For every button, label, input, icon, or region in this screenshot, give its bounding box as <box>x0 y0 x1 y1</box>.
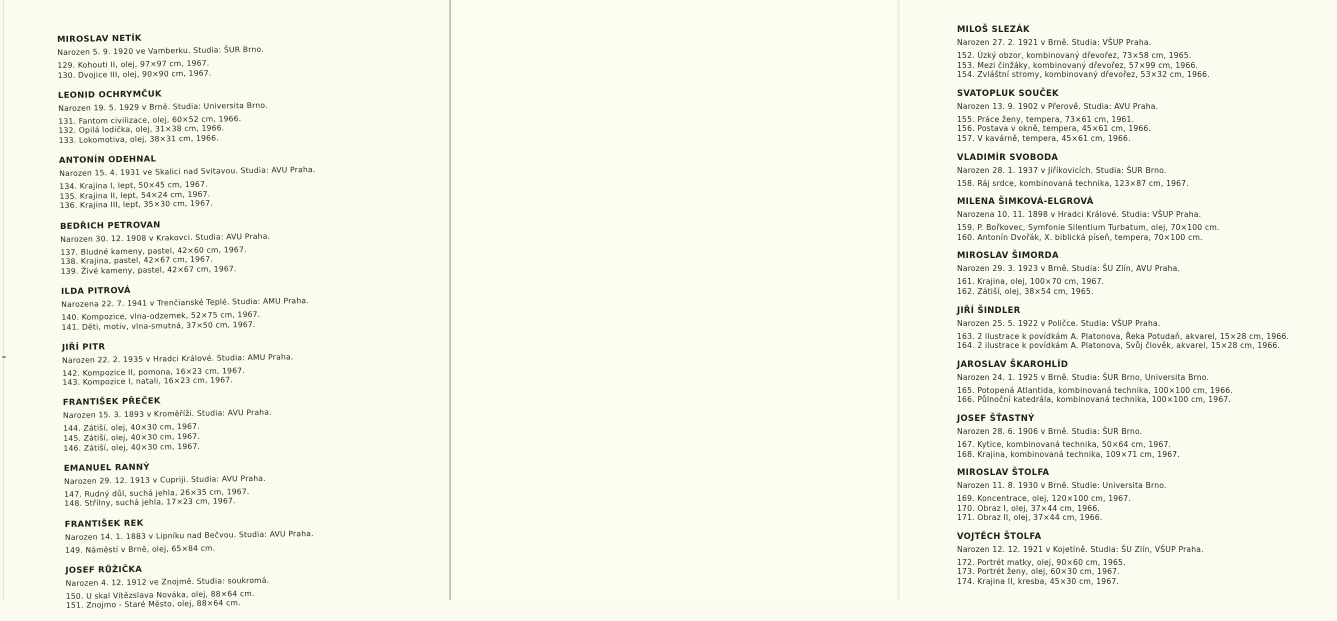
artwork-item: 142. Kompozice II, pomona, 16×23 cm, 1967. <box>62 365 245 378</box>
artist-name: EMANUEL RANNÝ <box>63 461 150 473</box>
artist-name: ANTONÍN ODEHNAL <box>58 153 157 166</box>
artist-entry <box>957 531 1337 587</box>
artwork-item: 167. Kytice, kombinovaná technika, 50×64 cm, 1967. <box>957 439 1172 449</box>
works-list <box>63 419 423 453</box>
works-list <box>59 176 419 210</box>
artist-name: MIROSLAV NETÍK <box>57 32 142 44</box>
artwork-item: 131. Fantom civilizace, olej, 60×52 cm, 1966. <box>58 113 242 126</box>
artwork-item: 161. Krajina, olej, 100×70 cm, 1967. <box>957 277 1105 287</box>
artist-bio: Narozen 15. 4. 1931 ve Skalici nad Svitavou. Studia: AVU Praha. <box>59 165 316 179</box>
artist-entry <box>957 359 1337 405</box>
artist-bio: Narozena 22. 7. 1941 v Trenčianské Teplé. Studia: AMU Praha. <box>61 295 309 309</box>
artist-bio: Narozen 13. 9. 1902 v Přerově. Studia: AVU Praha. <box>957 101 1159 111</box>
artwork-item: 152. Úzký obzor, kombinovaný dřevořez, 73×58 cm, 1965. <box>957 51 1192 60</box>
artwork-item: 141. Děti, motiv, vlna-smutná, 37×50 cm, 1967. <box>61 319 256 332</box>
works-list <box>957 115 1337 144</box>
works-list <box>64 484 424 509</box>
artwork-item: 145. Zátiší, olej, 40×30 cm, 1967. <box>63 431 200 444</box>
works-list <box>957 494 1337 523</box>
artist-name: FRANTIŠEK PŘEČEK <box>62 395 161 408</box>
works-list <box>66 586 426 611</box>
artist-name: MIROSLAV ŠTOLFA <box>957 467 1050 478</box>
artist-bio: Narozen 24. 1. 1925 v Brně. Studia: ŠUR Brno, Universita Brno. <box>957 372 1210 382</box>
artwork-item: 134. Krajina I, lept, 50×45 cm, 1967. <box>59 179 208 192</box>
artist-entry <box>957 196 1337 242</box>
artist-name: JIŘÍ ŠINDLER <box>957 304 1021 315</box>
artist-name: JOSEF ŠŤASTNÝ <box>957 412 1035 423</box>
artwork-item: 170. Obraz I, olej, 37×44 cm, 1966. <box>957 503 1100 513</box>
artist-entry <box>957 305 1337 351</box>
artwork-item: 156. Postava v okně, tempera, 45×61 cm, 1966. <box>957 124 1152 134</box>
artwork-item: 159. P. Bořkovec, Symfonie Silentium Turbatum, olej, 70×100 cm. <box>957 223 1220 233</box>
artist-bio: Narozen 5. 9. 1920 ve Vamberku. Studia: ŠUR Brno. <box>57 44 264 57</box>
artist-bio: Narozen 28. 1. 1937 v Jiříkovicích. Studia: ŠUR Brno. <box>957 165 1167 175</box>
artist-entry <box>59 149 420 210</box>
artist-bio: Narozen 30. 12. 1908 v Krakovci. Studia: AVU Praha. <box>60 231 271 244</box>
artist-name: JAROSLAV ŠKAROHLÍD <box>957 358 1069 369</box>
artwork-item: 171. Obraz II, olej, 37×44 cm, 1966. <box>957 513 1103 523</box>
artist-entry <box>957 250 1337 296</box>
works-list <box>957 332 1337 351</box>
artist-entry <box>957 88 1337 144</box>
works-list <box>957 277 1337 296</box>
edge-mark <box>2 356 6 358</box>
artwork-item: 155. Práce ženy, tempera, 73×61 cm, 1961. <box>957 114 1135 124</box>
artwork-item: 157. V kavárně, tempera, 45×61 cm, 1966. <box>957 133 1131 143</box>
artwork-item: 137. Bludné kameny, pastel, 42×60 cm, 1967. <box>60 244 247 257</box>
artwork-item: 143. Kompozice I, natali, 16×23 cm, 1967. <box>62 375 233 388</box>
artwork-item: 144. Zátiší, olej, 40×30 cm, 1967. <box>63 422 200 434</box>
artwork-item: 132. Opilá lodička, olej, 31×38 cm, 1966. <box>58 123 225 136</box>
artist-entry <box>61 280 422 332</box>
artwork-item: 163. 2 ilustrace k povídkám A. Platonova, Řeka Potudaň, akvarel, 15×28 cm, 1966. <box>957 331 1290 341</box>
artwork-item: 139. Živé kameny, pastel, 42×67 cm, 1967. <box>60 263 237 276</box>
artist-bio: Narozen 15. 3. 1893 v Kroměříži. Studia: AVU Praha. <box>62 408 272 421</box>
artwork-item: 172. Portrét matky, olej, 90×60 cm, 1965. <box>957 557 1126 567</box>
artist-name: ILDA PITROVÁ <box>60 284 131 296</box>
works-list <box>957 386 1337 405</box>
artwork-item: 148. Střílny, suchá jehla, 17×23 cm, 1967. <box>64 496 236 509</box>
right-page <box>451 0 1290 600</box>
artist-entry <box>60 215 421 276</box>
works-list <box>62 363 422 388</box>
artist-entry <box>957 24 1337 80</box>
artist-name: MILENA ŠIMKOVÁ-ELGROVÁ <box>957 196 1094 207</box>
artwork-item: 173. Portrét ženy, olej, 60×30 cm, 1967. <box>957 567 1120 577</box>
artwork-item: 149. Náměstí v Brně, olej, 65×84 cm. <box>65 543 216 555</box>
artist-entry <box>65 559 426 611</box>
artist-name: JOSEF RŮŽIČKA <box>65 563 143 575</box>
works-list <box>957 51 1337 80</box>
artist-bio: Narozen 4. 12. 1912 ve Znojmě. Studia: soukromá. <box>65 575 270 588</box>
artist-name: MILOŠ SLEZÁK <box>957 24 1030 34</box>
artist-entry <box>62 336 423 388</box>
artist-entry <box>64 457 425 509</box>
artwork-item: 165. Potopená Atlantida, kombinovaná technika, 100×100 cm, 1966. <box>957 385 1233 395</box>
artist-entry <box>957 152 1337 189</box>
artwork-item: 153. Mezi činžáky, kombinovaný dřevořez, 57×99 cm, 1966. <box>957 60 1199 70</box>
left-page <box>0 0 450 611</box>
artist-bio: Narozen 27. 2. 1921 v Brně. Studia: VŠUP Praha. <box>957 38 1152 47</box>
artist-bio: Narozen 28. 6. 1906 v Brně. Studia: ŠUR Brno. <box>957 426 1143 436</box>
artist-name: VOJTĚCH ŠTOLFA <box>957 530 1042 541</box>
works-list <box>60 242 420 276</box>
artwork-item: 129. Kohouti II, olej, 97×97 cm, 1967. <box>57 58 210 70</box>
artwork-item: 169. Koncentrace, olej, 120×100 cm, 1967. <box>957 494 1131 504</box>
artist-entry <box>957 413 1337 459</box>
works-list <box>957 223 1337 242</box>
artwork-item: 133. Lokomotiva, olej, 38×31 cm, 1966. <box>58 133 219 145</box>
left-column <box>57 28 426 620</box>
artist-entry <box>63 392 424 453</box>
works-list <box>57 55 417 80</box>
artwork-item: 166. Půlnoční katedrála, kombinovaná technika, 100×100 cm, 1967. <box>957 395 1232 405</box>
artist-name: VLADIMÍR SVOBODA <box>957 151 1059 162</box>
artwork-item: 162. Zátiší, olej, 38×54 cm, 1965. <box>957 286 1094 296</box>
artwork-item: 150. U skal Vítězslava Nováka, olej, 88×64 cm. <box>65 588 255 601</box>
artwork-item: 146. Zátiší, olej, 40×30 cm, 1967. <box>63 441 201 453</box>
artist-entry <box>58 84 419 145</box>
artwork-item: 130. Dvojice III, olej, 90×90 cm, 1967. <box>57 68 212 80</box>
artwork-item: 158. Ráj srdce, kombinovaná technika, 123×87 cm, 1967. <box>957 178 1189 188</box>
artist-bio: Narozen 22. 2. 1935 v Hradci Králové. Studia: AMU Praha. <box>62 352 294 365</box>
artist-bio: Narozen 29. 12. 1913 v Cupriji. Studia: AVU Praha. <box>63 473 266 486</box>
artist-name: LEONID OCHRYMČUK <box>57 88 162 100</box>
artwork-item: 160. Antonín Dvořák, X. biblická píseň, tempera, 70×100 cm. <box>957 232 1203 242</box>
works-list <box>61 307 421 332</box>
artwork-item: 147. Rudný důl, suchá jehla, 26×35 cm, 1967. <box>64 486 250 499</box>
works-list <box>58 111 418 145</box>
artist-name: JIŘÍ PITR <box>61 340 106 352</box>
artist-name: MIROSLAV ŠIMORDA <box>957 250 1059 261</box>
works-list <box>957 440 1337 459</box>
artwork-item: 138. Krajina, pastel, 42×67 cm, 1967. <box>60 254 213 267</box>
artwork-item: 136. Krajina III, lept, 35×30 cm, 1967. <box>59 198 213 211</box>
artist-name: FRANTIŠEK REK <box>64 517 144 529</box>
artist-entry <box>57 28 418 80</box>
artist-bio: Narozen 11. 8. 1930 v Brně. Studie: Universita Brno. <box>957 481 1167 491</box>
works-list <box>957 558 1337 587</box>
artwork-item: 174. Krajina II, kresba, 45×30 cm, 1967. <box>957 577 1120 587</box>
works-list <box>65 540 425 555</box>
artist-bio: Narozen 19. 5. 1929 v Brně. Studia: Universita Brno. <box>58 100 268 113</box>
artwork-item: 154. Zvláštní stromy, kombinovaný dřevořez, 53×32 cm, 1966. <box>957 70 1210 80</box>
artist-bio: Narozen 12. 12. 1921 v Kojetíně. Studia: ŠU Zlín, VŠUP Praha. <box>957 544 1204 554</box>
artist-entry <box>65 513 426 555</box>
works-list <box>957 179 1337 189</box>
right-column <box>957 24 1337 595</box>
artwork-item: 135. Krajina II, lept, 54×24 cm, 1967. <box>59 189 211 201</box>
artwork-item: 168. Krajina, kombinovaná technika, 109×71 cm, 1967. <box>957 449 1180 459</box>
artwork-item: 140. Kompozice, vlna-odzemek, 52×75 cm, 1967. <box>61 309 261 322</box>
artist-bio: Narozen 25. 5. 1922 v Poličce. Studia: VŠUP Praha. <box>957 318 1161 328</box>
artist-entry <box>957 467 1337 523</box>
artist-bio: Narozena 10. 11. 1898 v Hradci Králové. Studia: VŠUP Praha. <box>957 210 1202 220</box>
artist-name: SVATOPLUK SOUČEK <box>957 87 1059 98</box>
artist-bio: Narozen 14. 1. 1883 v Lipníku nad Bečvou. Studia: AVU Praha. <box>64 528 314 542</box>
artist-bio: Narozen 29. 3. 1923 v Brně. Studia: ŠU Zlín, AVU Praha. <box>957 264 1181 274</box>
page-edge <box>897 0 900 600</box>
artist-name: BEDŘICH PETROVAN <box>59 218 161 231</box>
artwork-item: 151. Znojmo - Staré Město, olej, 88×64 cm. <box>65 598 241 611</box>
page-edge <box>3 0 4 600</box>
artwork-item: 164. 2 ilustrace k povídkám A. Platonova, Svůj člověk, akvarel, 15×28 cm, 1966. <box>957 341 1281 351</box>
